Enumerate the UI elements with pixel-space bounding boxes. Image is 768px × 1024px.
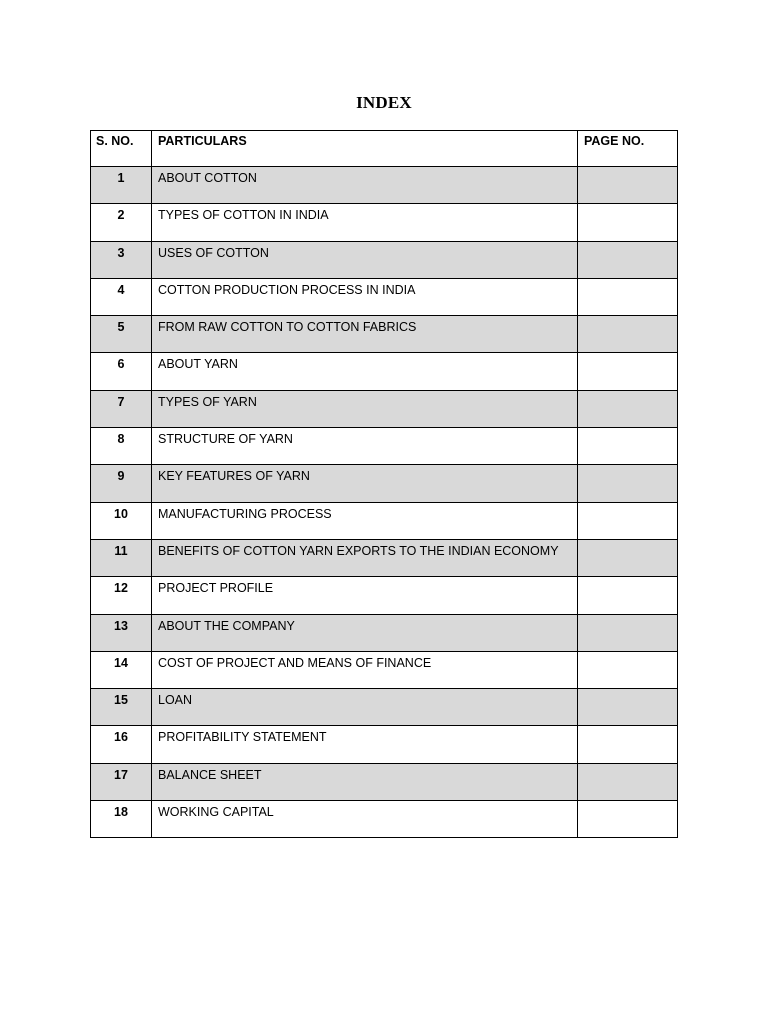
row-particulars: WORKING CAPITAL: [152, 801, 578, 838]
row-sno: 14: [91, 651, 152, 688]
row-particulars: BALANCE SHEET: [152, 763, 578, 800]
row-sno: 2: [91, 204, 152, 241]
row-sno: 3: [91, 241, 152, 278]
row-page-no: [578, 428, 678, 465]
header-particulars: PARTICULARS: [152, 131, 578, 167]
row-page-no: [578, 577, 678, 614]
row-sno: 4: [91, 278, 152, 315]
row-particulars: PROJECT PROFILE: [152, 577, 578, 614]
table-row: [91, 651, 678, 688]
row-sno: 16: [91, 726, 152, 763]
table-row: [91, 763, 678, 800]
table-row: [91, 353, 678, 390]
page-title: INDEX: [356, 93, 412, 112]
row-particulars: COST OF PROJECT AND MEANS OF FINANCE: [152, 651, 578, 688]
table-header-row: [91, 131, 678, 167]
row-sno: 1: [91, 167, 152, 204]
row-page-no: [578, 204, 678, 241]
row-sno: 18: [91, 801, 152, 838]
row-page-no: [578, 801, 678, 838]
table-row: [91, 167, 678, 204]
index-table: [90, 130, 678, 838]
row-sno: 8: [91, 428, 152, 465]
row-page-no: [578, 502, 678, 539]
row-page-no: [578, 763, 678, 800]
row-page-no: [578, 651, 678, 688]
row-particulars: STRUCTURE OF YARN: [152, 428, 578, 465]
row-sno: 13: [91, 614, 152, 651]
table-row: [91, 428, 678, 465]
row-page-no: [578, 465, 678, 502]
row-particulars: MANUFACTURING PROCESS: [152, 502, 578, 539]
row-page-no: [578, 689, 678, 726]
table-row: [91, 204, 678, 241]
row-sno: 5: [91, 316, 152, 353]
table-row: [91, 502, 678, 539]
table-row: [91, 577, 678, 614]
row-particulars: TYPES OF YARN: [152, 390, 578, 427]
table-row: [91, 726, 678, 763]
header-page-no: PAGE NO.: [578, 131, 678, 167]
table-row: [91, 316, 678, 353]
row-particulars: ABOUT COTTON: [152, 167, 578, 204]
table-row: [91, 241, 678, 278]
row-page-no: [578, 614, 678, 651]
row-page-no: [578, 278, 678, 315]
row-sno: 15: [91, 689, 152, 726]
row-sno: 17: [91, 763, 152, 800]
row-sno: 7: [91, 390, 152, 427]
table-row: [91, 539, 678, 576]
table-row: [91, 689, 678, 726]
table-row: [91, 390, 678, 427]
table-row: [91, 801, 678, 838]
row-page-no: [578, 316, 678, 353]
row-sno: 9: [91, 465, 152, 502]
row-particulars: USES OF COTTON: [152, 241, 578, 278]
row-page-no: [578, 726, 678, 763]
row-page-no: [578, 353, 678, 390]
row-particulars: TYPES OF COTTON IN INDIA: [152, 204, 578, 241]
row-particulars: ABOUT YARN: [152, 353, 578, 390]
table-row: [91, 278, 678, 315]
row-particulars: PROFITABILITY STATEMENT: [152, 726, 578, 763]
row-sno: 11: [91, 539, 152, 576]
row-page-no: [578, 241, 678, 278]
row-page-no: [578, 390, 678, 427]
row-page-no: [578, 539, 678, 576]
row-sno: 6: [91, 353, 152, 390]
row-sno: 12: [91, 577, 152, 614]
row-particulars: FROM RAW COTTON TO COTTON FABRICS: [152, 316, 578, 353]
table-row: [91, 614, 678, 651]
table-row: [91, 465, 678, 502]
header-sno: S. NO.: [91, 131, 152, 167]
row-particulars: KEY FEATURES OF YARN: [152, 465, 578, 502]
row-particulars: COTTON PRODUCTION PROCESS IN INDIA: [152, 278, 578, 315]
row-page-no: [578, 167, 678, 204]
row-sno: 10: [91, 502, 152, 539]
row-particulars: BENEFITS OF COTTON YARN EXPORTS TO THE INDIAN ECONOMY: [152, 539, 578, 576]
row-particulars: ABOUT THE COMPANY: [152, 614, 578, 651]
row-particulars: LOAN: [152, 689, 578, 726]
